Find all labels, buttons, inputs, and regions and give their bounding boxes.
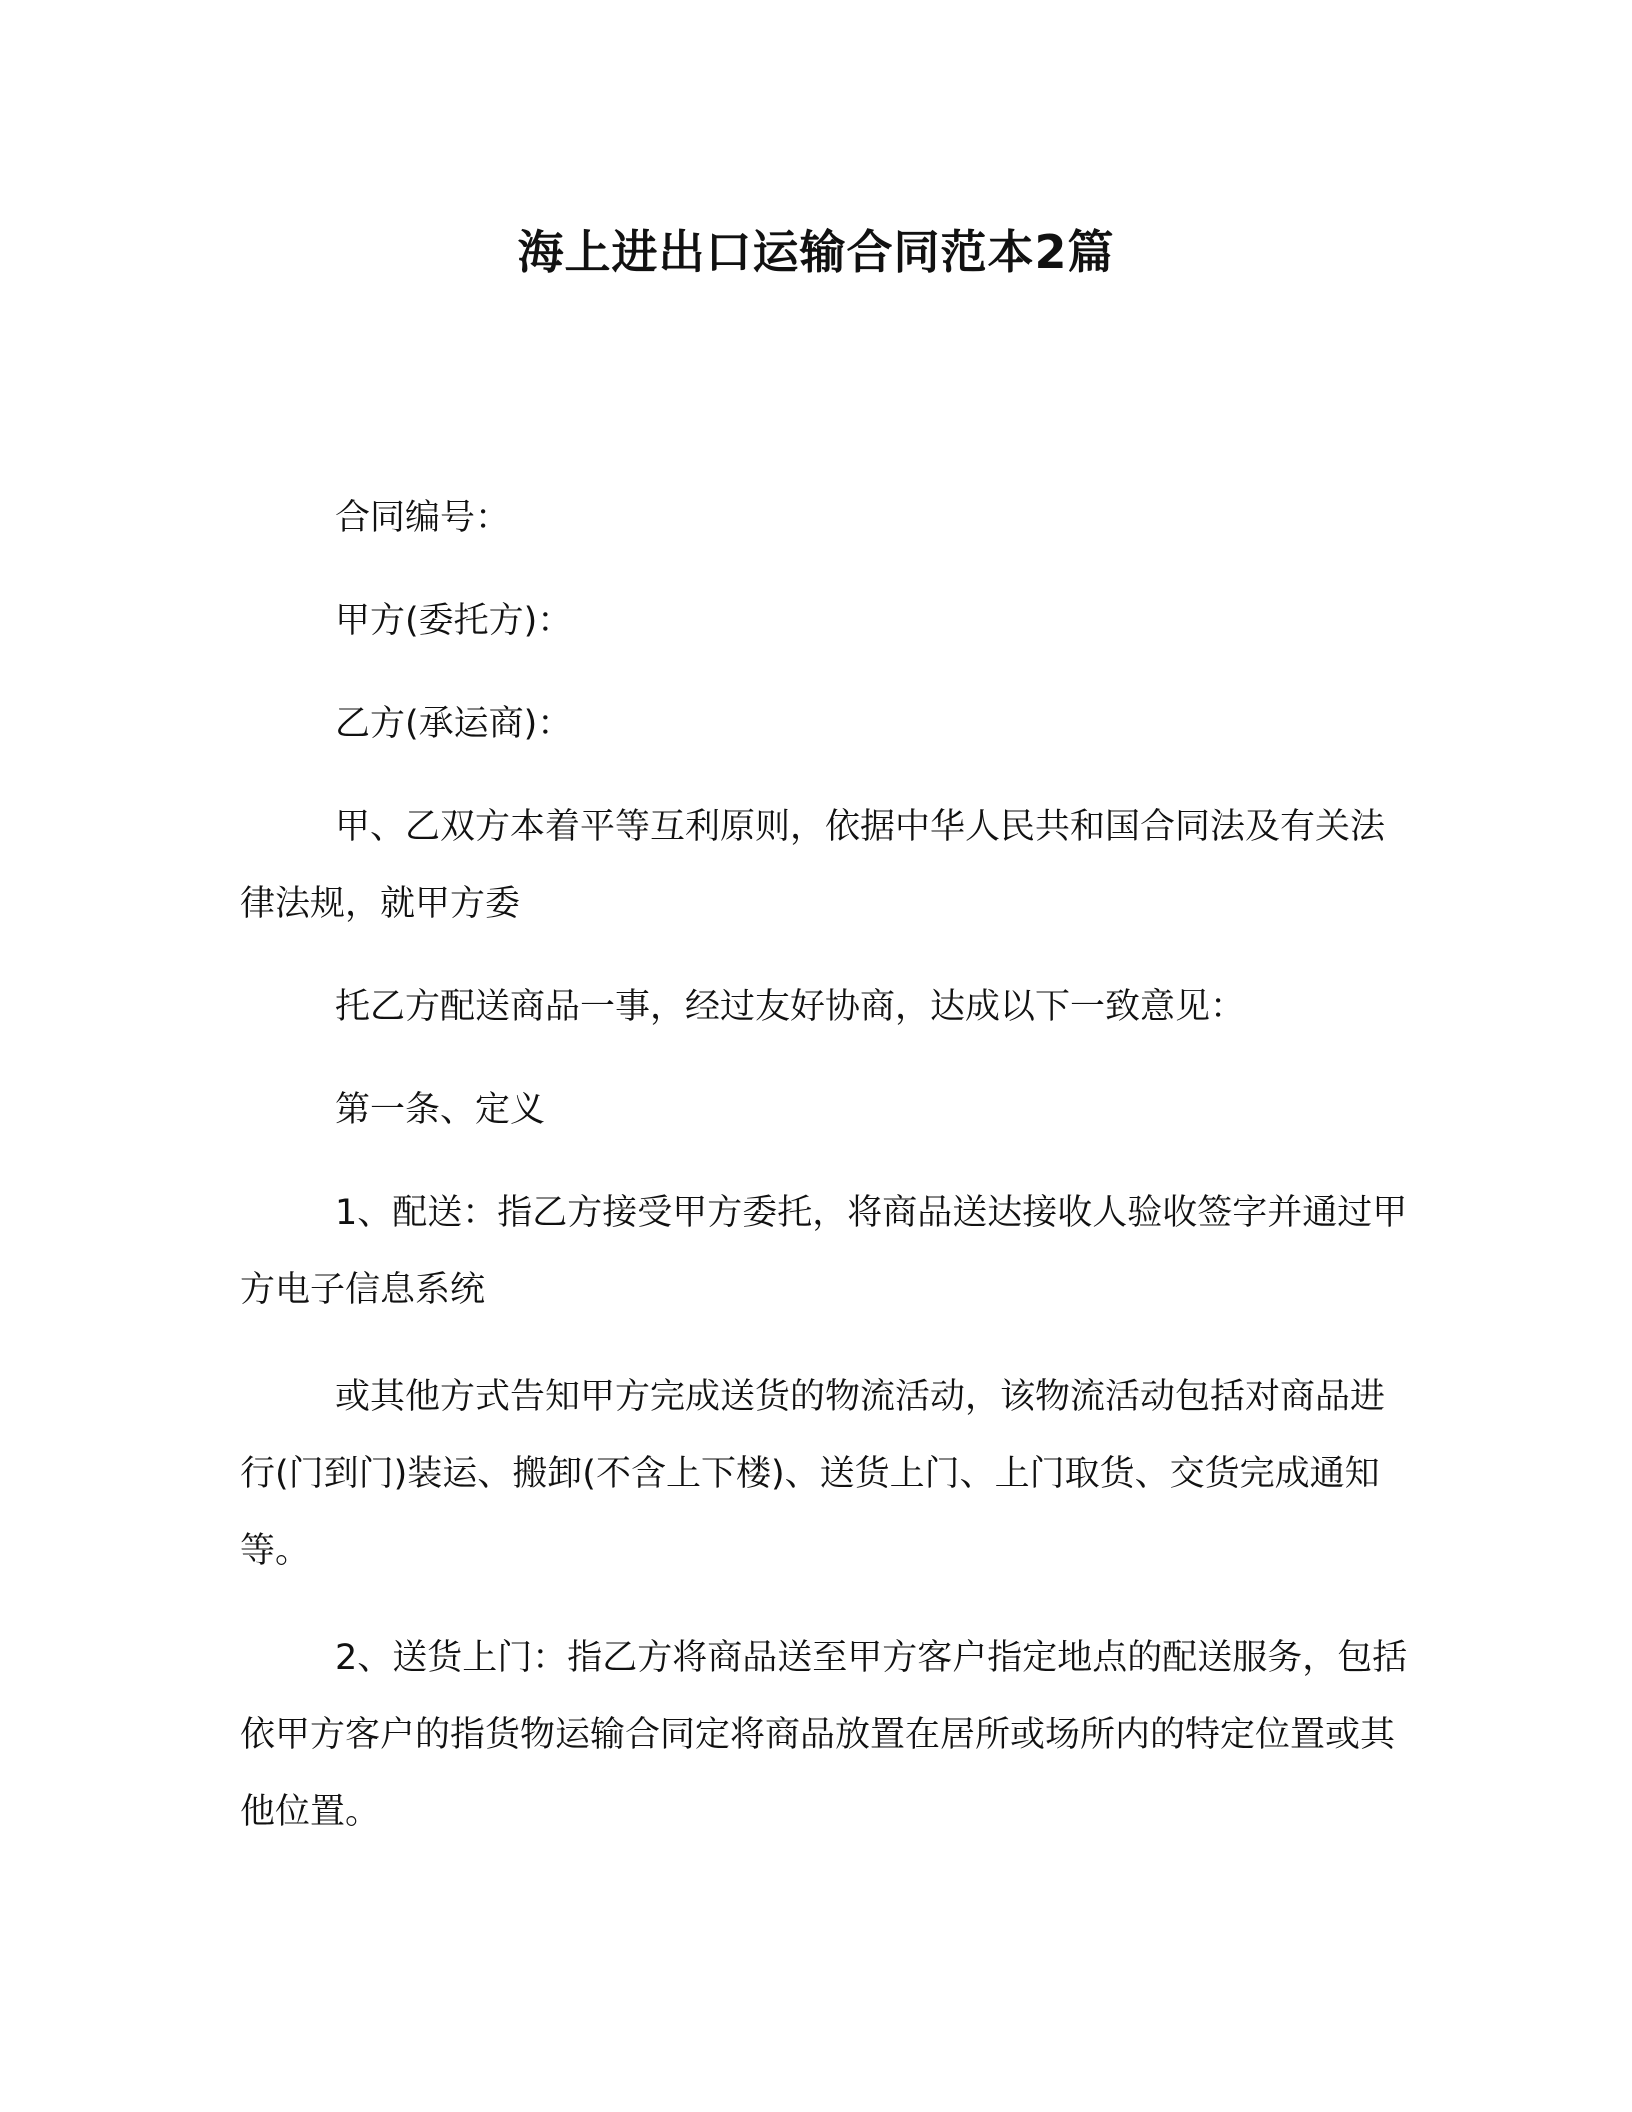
document-title: 海上进出口运输合同范本2篇: [517, 225, 1115, 279]
contract-number-line: 合同编号：: [335, 498, 511, 538]
article-heading: 第一条、定义: [335, 1090, 546, 1130]
document-body: [240, 480, 1410, 1851]
definition-delivery: 1、配送：指乙方接受甲方委托，将商品送达接收人验收签字并通过甲方电子信息系统: [240, 1193, 1408, 1310]
preamble-continuation: 托乙方配送商品一事，经过友好协商，达成以下一致意见：: [335, 987, 1246, 1027]
preamble-paragraph: 甲、乙双方本着平等互利原则，依据中华人民共和国合同法及有关法律法规，就甲方委: [240, 807, 1386, 924]
definition-door-delivery: 2、送货上门：指乙方将商品送至甲方客户指定地点的配送服务，包括依甲方客户的指货物运输合同定将商品放置在居所或场所内的特定位置或其他位置。: [240, 1638, 1408, 1832]
definition-delivery-continuation: 或其他方式告知甲方完成送货的物流活动，该物流活动包括对商品进行(门到门)装运、搬卸(不含上下楼)、送货上门、上门取货、交货完成通知等。: [240, 1377, 1386, 1571]
party-b-line: 乙方(承运商)：: [335, 704, 573, 744]
party-a-line: 甲方(委托方)：: [335, 601, 573, 641]
